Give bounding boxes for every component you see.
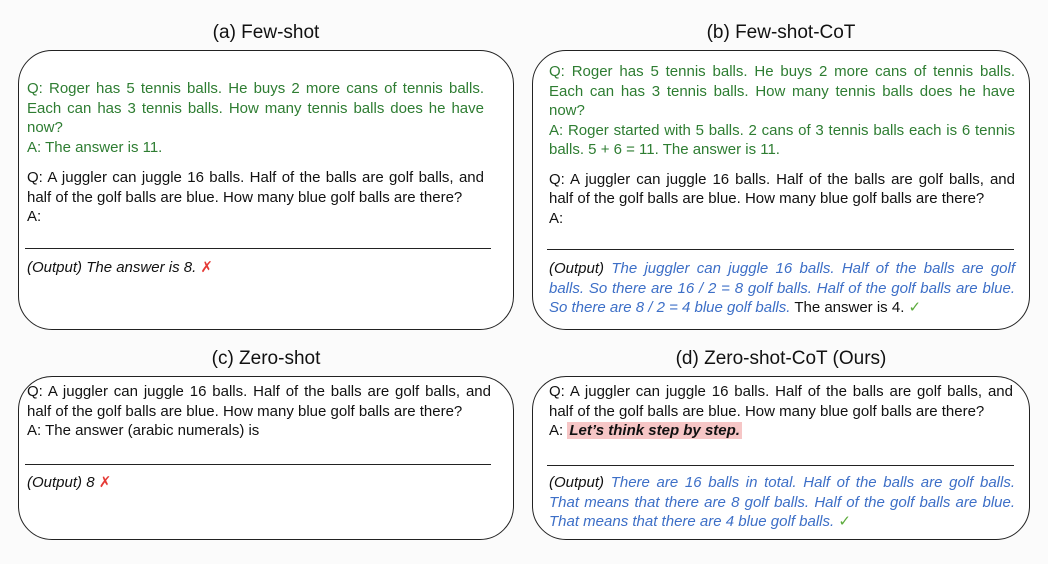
cross-icon: ✗ <box>200 259 213 276</box>
panel-b-example-answer: A: Roger started with 5 balls. 2 cans of 3 tennis balls each is 6 tennis balls. 5 + 6 = 11. The answer is 11. <box>549 121 1015 158</box>
panel-c-divider <box>25 464 491 465</box>
panel-d-title: (d) Zero-shot-CoT (Ours) <box>675 348 887 369</box>
panel-d-answer-prefix: A: <box>549 422 564 439</box>
panel-c-answer-prompt: A: The answer (arabic numerals) is <box>27 422 260 439</box>
panel-d-question: Q: A juggler can juggle 16 balls. Half of the balls are golf balls, and half of the golf balls are blue. How many blue golf balls are there? <box>549 383 1013 420</box>
panel-b-output-label: (Output) <box>549 260 605 277</box>
panel-b-output-text: The answer is 4. <box>794 299 905 316</box>
panel-d-output <box>549 473 1015 532</box>
panel-d-prompt <box>549 382 1013 441</box>
panel-d-answer-line <box>549 421 1013 441</box>
panel-c-output <box>27 473 487 493</box>
panel-b-prompt <box>549 62 1015 228</box>
panel-a-output <box>27 258 487 278</box>
panel-d-output-reasoning: There are 16 balls in total. Half of the balls are golf balls. That means that there are 8 golf balls. Half of the golf balls are blue. That means that there are 4 blue golf balls. <box>549 474 1016 530</box>
panel-d-output-label: (Output) <box>549 474 605 491</box>
cross-icon: ✗ <box>98 474 112 491</box>
panel-b-example-question: Q: Roger has 5 tennis balls. He buys 2 more cans of tennis balls. Each can has 3 tennis balls. How many tennis balls does he have now? <box>549 63 1015 119</box>
panel-b-title: (b) Few-shot-CoT <box>706 22 856 43</box>
panel-c-output-text: 8 <box>86 474 95 491</box>
panel-d-trigger-phrase: Let’s think step by step. <box>569 422 740 439</box>
panel-a-question: Q: A juggler can juggle 16 balls. Half of the balls are golf balls, and half of the golf balls are blue. How many blue golf balls are there? <box>27 169 484 206</box>
check-icon: ✓ <box>838 513 851 530</box>
panel-a-answer-prompt: A: <box>27 208 42 225</box>
panel-c-prompt <box>27 382 491 441</box>
panel-b-output <box>549 259 1015 318</box>
panel-b-output-reasoning: The juggler can juggle 16 balls. Half of the balls are golf balls. So there are 16 / 2 = 8 golf balls. Half of the golf balls are blue. So there are 8 / 2 = 4 blue golf balls. <box>549 260 1016 316</box>
panel-a-prompt <box>27 79 484 227</box>
panel-c-question: Q: A juggler can juggle 16 balls. Half of the balls are golf balls, and half of the golf balls are blue. How many blue golf balls are there? <box>27 383 491 420</box>
panel-b-answer-prompt: A: <box>549 209 564 227</box>
check-icon: ✓ <box>908 299 922 316</box>
panel-c-title: (c) Zero-shot <box>211 348 321 369</box>
panel-d-divider <box>547 465 1014 466</box>
panel-a-example-answer: A: The answer is 11. <box>27 138 163 156</box>
panel-b-divider <box>547 249 1014 250</box>
panel-a-divider <box>25 248 491 249</box>
panel-a-example-question: Q: Roger has 5 tennis balls. He buys 2 more cans of tennis balls. Each can has 3 tennis balls. How many tennis balls does he have now? <box>27 80 484 136</box>
panel-c-output-label: (Output) <box>27 474 83 491</box>
panel-b-question: Q: A juggler can juggle 16 balls. Half of the balls are golf balls, and half of the golf balls are blue. How many blue golf balls are there? <box>549 170 1015 207</box>
panel-a-title: (a) Few-shot <box>212 22 320 43</box>
panel-a-output-text: The answer is 8. <box>86 259 197 276</box>
panel-a-output-label: (Output) <box>27 259 83 276</box>
